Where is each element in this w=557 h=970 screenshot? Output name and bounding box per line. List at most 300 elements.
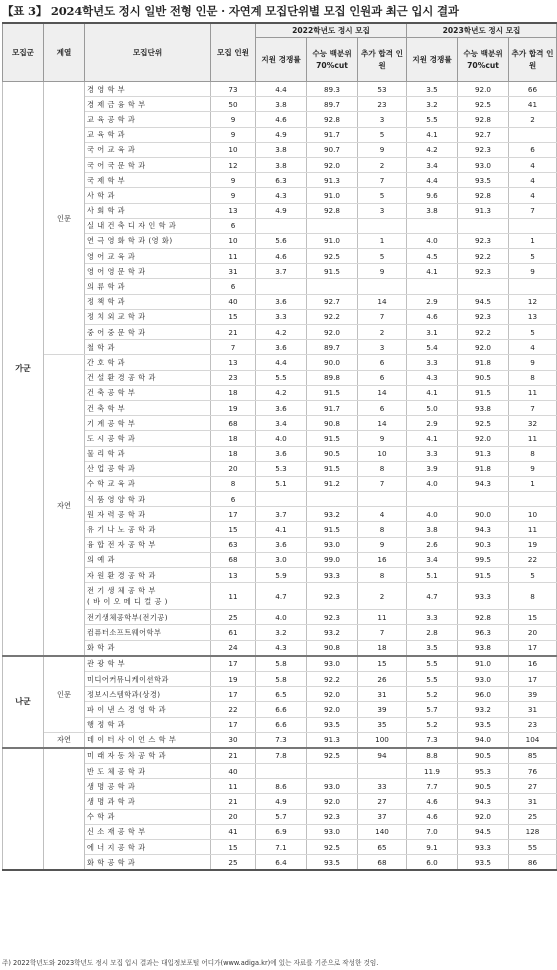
add-2022: 8 (358, 568, 407, 583)
add-2022: 14 (358, 385, 407, 400)
pct-2022: 91.5 (307, 385, 358, 400)
table-row (3, 507, 557, 522)
pct-2023 (458, 218, 509, 233)
comp-2022: 8.6 (256, 779, 307, 794)
comp-2022: 3.8 (256, 97, 307, 112)
add-2023 (509, 218, 557, 233)
add-2022 (358, 764, 407, 779)
pct-2022: 91.2 (307, 476, 358, 491)
add-2022: 26 (358, 671, 407, 686)
quota: 11 (211, 249, 256, 264)
pct-2022: 92.8 (307, 112, 358, 127)
pct-2023: 90.5 (458, 370, 509, 385)
comp-2022: 5.7 (256, 809, 307, 824)
pct-2023: 92.8 (458, 188, 509, 203)
pct-2023: 96.3 (458, 625, 509, 640)
pct-2023: 90.5 (458, 779, 509, 794)
dept-name: 수 학 과 (85, 809, 211, 824)
pct-2023: 93.3 (458, 583, 509, 610)
pct-2022: 91.5 (307, 522, 358, 537)
comp-2023: 4.6 (407, 809, 458, 824)
comp-2022: 4.0 (256, 431, 307, 446)
pct-2023: 92.0 (458, 340, 509, 355)
comp-2022: 3.6 (256, 294, 307, 309)
comp-2022: 3.2 (256, 625, 307, 640)
comp-2023: 5.1 (407, 568, 458, 583)
quota: 41 (211, 824, 256, 839)
pct-2022: 92.0 (307, 157, 358, 172)
dept-name: 영 어 영 문 학 과 (85, 264, 211, 279)
comp-2023: 3.5 (407, 640, 458, 656)
header-2022: 2022학년도 정시 모집 (256, 23, 407, 38)
quota: 12 (211, 157, 256, 172)
comp-2023: 4.1 (407, 385, 458, 400)
table-row (3, 610, 557, 625)
comp-2023: 7.0 (407, 824, 458, 839)
table-row (3, 82, 557, 97)
table-row (3, 446, 557, 461)
add-2023: 6 (509, 142, 557, 157)
pct-2023: 91.5 (458, 568, 509, 583)
comp-2022: 5.6 (256, 233, 307, 248)
quota: 30 (211, 732, 256, 748)
pct-2022: 92.2 (307, 671, 358, 686)
comp-2023: 4.2 (407, 142, 458, 157)
table-row (3, 794, 557, 809)
dept-name: 연 극 영 화 학 과 (영 화) (85, 233, 211, 248)
quota: 68 (211, 552, 256, 567)
add-2022: 15 (358, 656, 407, 672)
quota: 25 (211, 855, 256, 871)
add-2023: 9 (509, 264, 557, 279)
dept-name: 에 너 지 공 학 과 (85, 840, 211, 855)
add-2023 (509, 492, 557, 507)
group-cell: 가군 (3, 82, 44, 656)
add-2022: 9 (358, 537, 407, 552)
comp-2022: 6.3 (256, 173, 307, 188)
pct-2022: 90.0 (307, 355, 358, 370)
add-2023: 8 (509, 370, 557, 385)
quota: 40 (211, 294, 256, 309)
table-row (3, 400, 557, 415)
quota: 25 (211, 610, 256, 625)
dept-name: 파 이 낸 스 경 영 학 과 (85, 702, 211, 717)
header-category: 계열 (44, 23, 85, 82)
dept-name: 융 합 전 자 공 학 부 (85, 537, 211, 552)
table-title: 【표 3】 2024학년도 정시 일반 전형 인문 · 자연계 모집단위별 모집 인원과 최근 입시 결과 (2, 4, 459, 18)
pct-2022: 91.5 (307, 431, 358, 446)
comp-2023: 3.4 (407, 157, 458, 172)
dept-name: 교 육 학 과 (85, 127, 211, 142)
quota: 13 (211, 203, 256, 218)
table-row (3, 476, 557, 491)
pct-2023: 90.3 (458, 537, 509, 552)
dept-name: 기 계 공 학 부 (85, 416, 211, 431)
dept-name: 정 치 외 교 학 과 (85, 309, 211, 324)
pct-2022: 89.7 (307, 97, 358, 112)
add-2023: 13 (509, 309, 557, 324)
category-cell: 인문 (44, 656, 85, 732)
comp-2022 (256, 764, 307, 779)
pct-2023: 92.2 (458, 249, 509, 264)
table-row (3, 492, 557, 507)
comp-2022: 4.2 (256, 385, 307, 400)
dept-name: 사 학 과 (85, 188, 211, 203)
pct-2022: 91.0 (307, 233, 358, 248)
comp-2023: 7.7 (407, 779, 458, 794)
comp-2022: 3.8 (256, 142, 307, 157)
quota: 18 (211, 385, 256, 400)
dept-name: 산 업 공 학 과 (85, 461, 211, 476)
comp-2023: 5.5 (407, 656, 458, 672)
quota: 50 (211, 97, 256, 112)
comp-2022: 4.3 (256, 640, 307, 656)
comp-2022: 5.8 (256, 671, 307, 686)
pct-2023: 91.5 (458, 385, 509, 400)
comp-2022: 3.6 (256, 446, 307, 461)
add-2023: 55 (509, 840, 557, 855)
pct-2023: 94.3 (458, 476, 509, 491)
add-2022: 2 (358, 157, 407, 172)
add-2022: 5 (358, 188, 407, 203)
pct-2022: 90.7 (307, 142, 358, 157)
table-row (3, 748, 557, 764)
table-row (3, 824, 557, 839)
quota: 17 (211, 656, 256, 672)
add-2023: 2 (509, 112, 557, 127)
pct-2022: 92.3 (307, 583, 358, 610)
dept-name: 교 육 공 학 과 (85, 112, 211, 127)
table-row (3, 173, 557, 188)
pct-2022: 92.3 (307, 809, 358, 824)
add-2023: 86 (509, 855, 557, 871)
add-2022: 3 (358, 340, 407, 355)
comp-2022: 3.6 (256, 537, 307, 552)
dept-name: 영 어 교 육 과 (85, 249, 211, 264)
comp-2022 (256, 492, 307, 507)
pct-2022: 89.7 (307, 340, 358, 355)
comp-2022: 4.1 (256, 522, 307, 537)
category-cell: 인문 (44, 82, 85, 355)
header-2022-comp: 지원 경쟁률 (256, 38, 307, 82)
add-2023: 5 (509, 249, 557, 264)
add-2022: 10 (358, 446, 407, 461)
pct-2023: 93.3 (458, 840, 509, 855)
pct-2022 (307, 218, 358, 233)
dept-name: 자 원 환 경 공 학 과 (85, 568, 211, 583)
add-2023: 17 (509, 671, 557, 686)
pct-2023: 90.5 (458, 748, 509, 764)
add-2023: 76 (509, 764, 557, 779)
category-cell (44, 748, 85, 871)
add-2022: 7 (358, 625, 407, 640)
comp-2022: 4.6 (256, 249, 307, 264)
pct-2023: 93.8 (458, 640, 509, 656)
table-row (3, 717, 557, 732)
comp-2023: 3.1 (407, 325, 458, 340)
pct-2022: 93.0 (307, 537, 358, 552)
add-2023: 4 (509, 157, 557, 172)
comp-2022: 3.6 (256, 340, 307, 355)
comp-2022: 3.7 (256, 507, 307, 522)
quota: 22 (211, 702, 256, 717)
quota: 73 (211, 82, 256, 97)
pct-2023: 90.0 (458, 507, 509, 522)
table-row (3, 568, 557, 583)
pct-2022: 93.2 (307, 625, 358, 640)
dept-name: 실 내 건 축 디 자 인 학 과 (85, 218, 211, 233)
quota: 9 (211, 127, 256, 142)
quota: 10 (211, 142, 256, 157)
quota: 13 (211, 568, 256, 583)
add-2022: 16 (358, 552, 407, 567)
comp-2022: 5.5 (256, 370, 307, 385)
add-2023: 31 (509, 702, 557, 717)
add-2022 (358, 492, 407, 507)
dept-name: 국 어 교 육 과 (85, 142, 211, 157)
pct-2023: 93.5 (458, 717, 509, 732)
quota: 8 (211, 476, 256, 491)
dept-name: 신 소 재 공 학 부 (85, 824, 211, 839)
header-2023-comp: 지원 경쟁률 (407, 38, 458, 82)
quota: 31 (211, 264, 256, 279)
pct-2022: 90.8 (307, 416, 358, 431)
comp-2023: 2.9 (407, 294, 458, 309)
table-row (3, 855, 557, 871)
quota: 20 (211, 461, 256, 476)
table-row (3, 112, 557, 127)
add-2023: 128 (509, 824, 557, 839)
add-2023: 31 (509, 794, 557, 809)
pct-2022: 91.3 (307, 173, 358, 188)
pct-2022: 91.3 (307, 732, 358, 748)
comp-2022: 4.4 (256, 82, 307, 97)
quota: 9 (211, 188, 256, 203)
comp-2022: 6.9 (256, 824, 307, 839)
comp-2022: 5.3 (256, 461, 307, 476)
pct-2023: 94.0 (458, 732, 509, 748)
comp-2022: 4.0 (256, 610, 307, 625)
add-2022: 2 (358, 325, 407, 340)
pct-2022: 92.5 (307, 249, 358, 264)
pct-2023: 91.3 (458, 203, 509, 218)
add-2022: 9 (358, 264, 407, 279)
add-2022: 68 (358, 855, 407, 871)
table-row (3, 671, 557, 686)
admission-table-container (2, 22, 556, 871)
pct-2022: 92.0 (307, 325, 358, 340)
table-row (3, 583, 557, 610)
pct-2023: 92.0 (458, 809, 509, 824)
add-2023: 10 (509, 507, 557, 522)
add-2023: 25 (509, 809, 557, 824)
add-2022: 39 (358, 702, 407, 717)
quota: 23 (211, 370, 256, 385)
add-2022: 6 (358, 355, 407, 370)
add-2022: 11 (358, 610, 407, 625)
quota: 15 (211, 309, 256, 324)
quota: 6 (211, 218, 256, 233)
add-2022: 7 (358, 173, 407, 188)
comp-2023: 2.9 (407, 416, 458, 431)
table-row (3, 385, 557, 400)
quota: 17 (211, 687, 256, 702)
comp-2023 (407, 279, 458, 294)
dept-name: 식 품 영 양 학 과 (85, 492, 211, 507)
comp-2023: 4.0 (407, 476, 458, 491)
quota: 68 (211, 416, 256, 431)
pct-2022: 92.5 (307, 748, 358, 764)
add-2022: 14 (358, 416, 407, 431)
table-row (3, 552, 557, 567)
add-2022: 2 (358, 583, 407, 610)
comp-2023: 4.0 (407, 507, 458, 522)
pct-2023: 92.5 (458, 97, 509, 112)
dept-name: 국 어 국 문 학 과 (85, 157, 211, 172)
comp-2022: 3.6 (256, 400, 307, 415)
table-row (3, 687, 557, 702)
comp-2022: 4.2 (256, 325, 307, 340)
dept-name: 정보시스템학과(상경) (85, 687, 211, 702)
pct-2023: 93.0 (458, 671, 509, 686)
add-2023: 5 (509, 568, 557, 583)
table-row (3, 640, 557, 656)
pct-2023: 92.8 (458, 610, 509, 625)
category-cell: 자연 (44, 732, 85, 748)
add-2023: 5 (509, 325, 557, 340)
add-2023: 20 (509, 625, 557, 640)
comp-2022: 6.4 (256, 855, 307, 871)
add-2022: 4 (358, 507, 407, 522)
add-2022: 53 (358, 82, 407, 97)
add-2022: 6 (358, 400, 407, 415)
comp-2022: 6.6 (256, 717, 307, 732)
comp-2022: 3.4 (256, 416, 307, 431)
comp-2023: 5.5 (407, 112, 458, 127)
pct-2022: 91.7 (307, 400, 358, 415)
add-2023: 11 (509, 385, 557, 400)
comp-2023: 3.4 (407, 552, 458, 567)
add-2023: 11 (509, 522, 557, 537)
quota: 7 (211, 340, 256, 355)
add-2022: 9 (358, 431, 407, 446)
quota: 61 (211, 625, 256, 640)
comp-2022 (256, 218, 307, 233)
comp-2023: 11.9 (407, 764, 458, 779)
add-2022: 14 (358, 294, 407, 309)
add-2023: 66 (509, 82, 557, 97)
add-2022: 8 (358, 461, 407, 476)
dept-name: 철 학 과 (85, 340, 211, 355)
add-2022: 3 (358, 203, 407, 218)
quota: 11 (211, 779, 256, 794)
add-2023: 4 (509, 340, 557, 355)
add-2023: 39 (509, 687, 557, 702)
pct-2022: 91.7 (307, 127, 358, 142)
add-2023: 41 (509, 97, 557, 112)
pct-2022: 90.8 (307, 640, 358, 656)
pct-2022: 99.0 (307, 552, 358, 567)
add-2023: 1 (509, 233, 557, 248)
dept-name: 사 회 학 과 (85, 203, 211, 218)
comp-2023: 3.3 (407, 355, 458, 370)
table-row (3, 840, 557, 855)
table-row (3, 764, 557, 779)
add-2022: 27 (358, 794, 407, 809)
dept-name: 관 광 학 부 (85, 656, 211, 672)
quota: 18 (211, 446, 256, 461)
pct-2023: 99.5 (458, 552, 509, 567)
comp-2023: 5.5 (407, 671, 458, 686)
dept-name: 미 래 자 동 차 공 학 과 (85, 748, 211, 764)
comp-2022: 3.3 (256, 309, 307, 324)
add-2023: 12 (509, 294, 557, 309)
pct-2022: 93.2 (307, 507, 358, 522)
comp-2023: 4.1 (407, 431, 458, 446)
comp-2023: 3.2 (407, 97, 458, 112)
comp-2023: 4.6 (407, 794, 458, 809)
quota: 18 (211, 431, 256, 446)
comp-2023: 7.3 (407, 732, 458, 748)
quota: 10 (211, 233, 256, 248)
pct-2023: 92.3 (458, 309, 509, 324)
comp-2022: 5.1 (256, 476, 307, 491)
table-row (3, 416, 557, 431)
comp-2022: 4.7 (256, 583, 307, 610)
quota: 40 (211, 764, 256, 779)
pct-2023: 94.3 (458, 522, 509, 537)
dept-name: 유 기 나 노 공 학 과 (85, 522, 211, 537)
table-row (3, 309, 557, 324)
dept-name: 화 학 공 학 과 (85, 855, 211, 871)
dept-name: 국 제 학 부 (85, 173, 211, 188)
table-row (3, 218, 557, 233)
comp-2023 (407, 492, 458, 507)
add-2023: 9 (509, 355, 557, 370)
dept-name: 수 학 교 육 과 (85, 476, 211, 491)
add-2022: 6 (358, 370, 407, 385)
comp-2023: 2.8 (407, 625, 458, 640)
comp-2022: 3.7 (256, 264, 307, 279)
table-row (3, 431, 557, 446)
add-2023: 7 (509, 203, 557, 218)
add-2023: 85 (509, 748, 557, 764)
comp-2023: 2.6 (407, 537, 458, 552)
quota: 17 (211, 717, 256, 732)
dept-name: 정 책 학 과 (85, 294, 211, 309)
comp-2022: 3.0 (256, 552, 307, 567)
pct-2023: 92.2 (458, 325, 509, 340)
dept-name: 건 설 환 경 공 학 과 (85, 370, 211, 385)
footnote: 주) 2022학년도와 2023학년도 정시 모집 입시 결과는 대입정보포털 어디가(www.adiga.kr)에 있는 자료를 기준으로 작성한 것임. (2, 959, 379, 967)
comp-2023: 8.8 (407, 748, 458, 764)
pct-2023: 92.0 (458, 82, 509, 97)
table-row (3, 732, 557, 748)
table-row (3, 279, 557, 294)
comp-2023: 3.5 (407, 82, 458, 97)
dept-name: 생 명 공 학 과 (85, 779, 211, 794)
pct-2023: 96.0 (458, 687, 509, 702)
add-2023: 15 (509, 610, 557, 625)
table-row (3, 157, 557, 172)
header-2023: 2023학년도 정시 모집 (407, 23, 557, 38)
pct-2022: 89.8 (307, 370, 358, 385)
dept-name: 물 리 학 과 (85, 446, 211, 461)
add-2023: 4 (509, 173, 557, 188)
dept-name: 전기생체공학부(전기공) (85, 610, 211, 625)
add-2023: 4 (509, 188, 557, 203)
add-2022: 3 (358, 112, 407, 127)
